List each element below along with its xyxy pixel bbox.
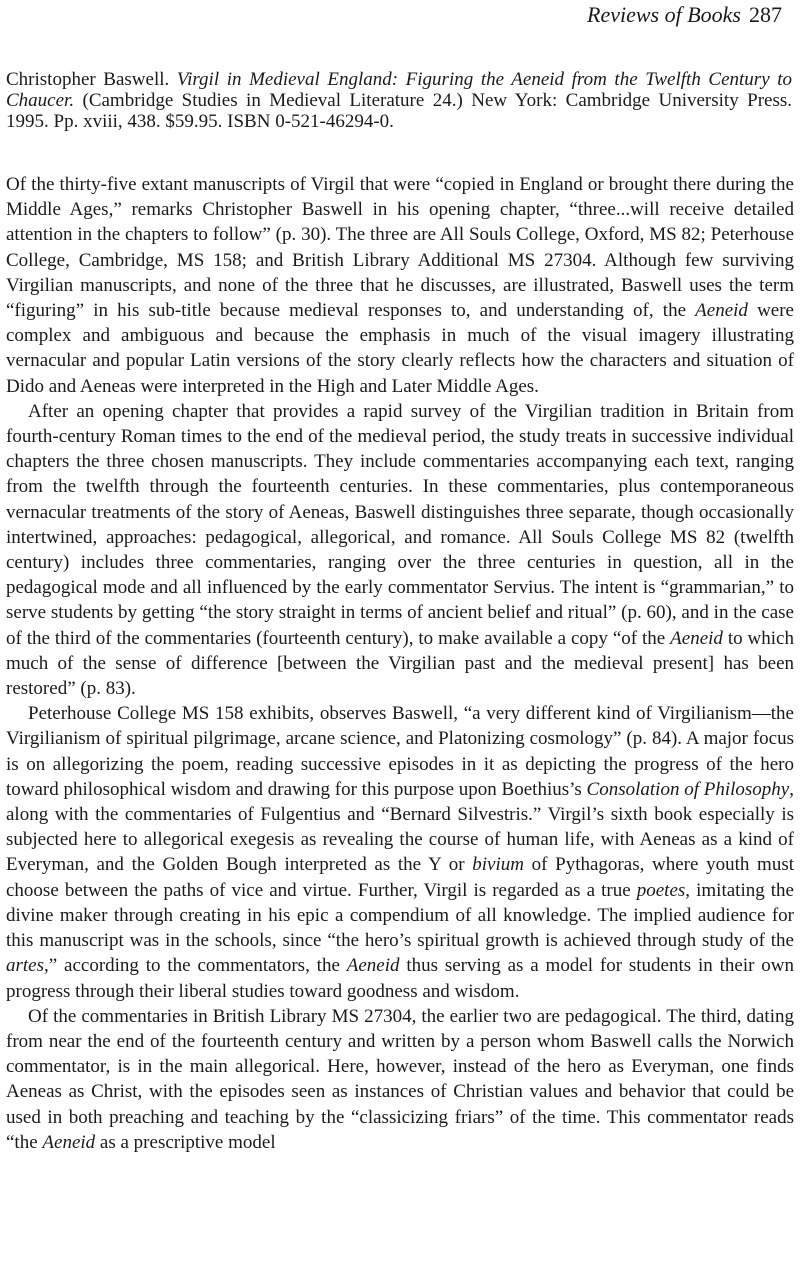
- paragraph-4: Of the commentaries in British Library MS 27304, the earlier two are pedagogical. The third, dating from near the end of the fourteenth century and written by a person whom Baswell calls the Norwich commentator, is in the main allegorical. Here, however, instead of the hero as Everyman, one finds Aeneas as Christ, with the episodes seen as instances of Christian values and behavior that could be used in both preaching and teaching by the “classicizing friars” of the time. This commentator reads “the Aeneid as a prescriptive model: [6, 1005, 794, 1153]
- citation-author: Christopher Baswell.: [6, 69, 170, 90]
- page-number: 287: [749, 2, 782, 27]
- paragraph-1: Of the thirty-five extant manuscripts of Virgil that were “copied in England or brought there during the Middle Ages,” remarks Christopher Baswell in his opening chapter, “three...will receive detailed attention in the chapters to follow” (p. 30). The three are All Souls College, Oxford, MS 82; Peterhouse College, Cambridge, MS 158; and British Library Additional MS 27304. Although few surviving Virgilian manuscripts, and none of the three that he discusses, are illustrated, Baswell uses the term “figuring” in his sub-title because medieval responses to, and understanding of, the Aeneid were complex and ambiguous and because the emphasis in much of the visual imagery illustrating vernacular and popular Latin versions of the story clearly reflects how the characters and situation of Dido and Aeneas were interpreted in the High and Later Middle Ages.: [6, 174, 794, 397]
- running-title: Reviews of Books: [587, 2, 741, 27]
- citation-publication: (Cambridge Studies in Medieval Literature 24.) New York: Cambridge University Press. 1995. Pp. xviii, 438. $59.95. ISBN 0-521-46294-0.: [6, 90, 792, 132]
- review-body: [6, 172, 794, 1155]
- book-citation: [6, 69, 792, 132]
- citation-title: Virgil in Medieval England: Figuring the Aeneid from the Twelfth Century to Chaucer.: [6, 69, 792, 111]
- paragraph-2: After an opening chapter that provides a rapid survey of the Virgilian tradition in Britain from fourth-century Roman times to the end of the medieval period, the study treats in successive individual chapters the three chosen manuscripts. They include commentaries accompanying each text, ranging from the twelfth through the fourteenth centuries. In these commentaries, plus contemporaneous vernacular treatments of the story of Aeneas, Baswell distinguishes three separate, though occasionally intertwined, approaches: pedagogical, allegorical, and romance. All Souls College MS 82 (twelfth century) includes three commentaries, ranging over the three centuries in question, all in the pedagogical mode and all influenced by the early commentator Servius. The intent is “grammarian,” to serve students by getting “the story straight in terms of ancient belief and ritual” (p. 60), and in the case of the third of the commentaries (fourteenth century), to make available a copy “of the Aeneid to which much of the sense of difference [between the Virgilian past and the medieval present] has been restored” (p. 83).: [6, 400, 794, 700]
- paragraph-3: Peterhouse College MS 158 exhibits, observes Baswell, “a very different kind of Virgilianism—the Virgilianism of spiritual pilgrimage, arcane science, and Platonizing cosmology” (p. 84). A major focus is on allegorizing the poem, reading successive episodes in it as depicting the progress of the hero toward philosophical wisdom and drawing for this purpose upon Boethius’s Consolation of Philosophy, along with the commentaries of Fulgentius and “Bernard Silvestris.” Virgil’s sixth book especially is subjected here to allegorical exegesis as revealing the course of human life, with Aeneas as a kind of Everyman, and the Golden Bough interpreted as the Y or bivium of Pythagoras, where youth must choose between the paths of vice and virtue. Further, Virgil is regarded as a true poetes, imitating the divine maker through creating in his epic a compendium of all knowledge. The implied audience for this manuscript was in the schools, since “the hero’s spiritual growth is achieved through study of the artes,” according to the commentators, the Aeneid thus serving as a model for students in their own progress through their liberal studies toward goodness and wisdom.: [6, 703, 794, 1002]
- running-header: [587, 0, 782, 30]
